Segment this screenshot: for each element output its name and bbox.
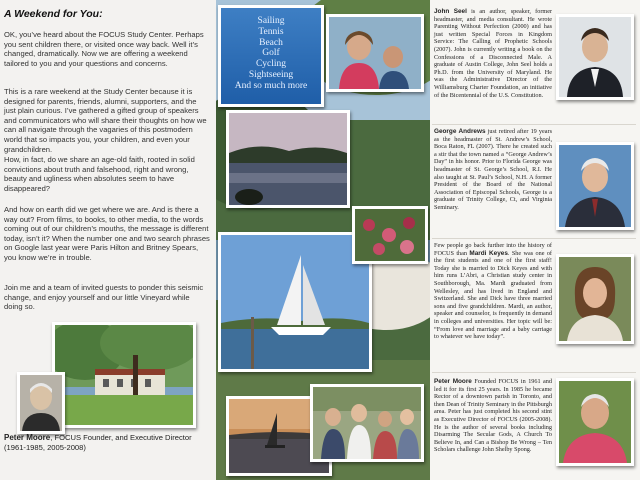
bio-mardi-keyes: [434, 242, 552, 341]
activities-box: [218, 5, 324, 107]
paragraph-invitation: Join me and a team of invited guests to ponder this seismic change, and enjoy yourself and our little Vineyard while doing so.: [4, 283, 204, 312]
lake-photo: [226, 110, 350, 208]
paragraph-weekend: This is a rare weekend at the Study Center because it is designed for parents, friends, alumni, supporters, and the just plain curious. I’ve gathered a gifted group of speakers and communicators who will share their thoughts on how we can all navigate through the vagaries of this postmodern world that so impacts you, your children, and even your grandchildren.: [4, 87, 207, 154]
peter-moore-portrait: [17, 372, 65, 434]
bio-divider: [432, 124, 636, 125]
george-andrews-portrait: [556, 142, 634, 230]
paragraph-faith: How, in fact, do we share an age-old faith, rooted in solid convictions about truth and falsehood, right and wrong, beauty and ugliness when absolutes seem to have disappeared?: [4, 155, 195, 193]
bio-name-george-andrews: George Andrews: [434, 128, 486, 135]
bio-text-george-andrews: just retired after 19 years as the headmaster of St. Andrew’s School, Boca Raton, FL (2007). There he created such a stir that the town named a “George Andrew’s Day” in his honor. Prior to Florida George was headmaster of St. George’s School, R.I. He also taught at St. Paul’s School, N.H. A former President of the Board of the National Association of Episcopal Schools, George is a graduate of Trinity College, Ct, and Virginia Seminary.: [434, 128, 552, 211]
signature-title: , FOCUS Founder, and Executive Director (1961-1985, 2005-2008): [4, 433, 192, 452]
signature-name: Peter Moore: [4, 433, 51, 442]
campus-photo: [52, 322, 196, 428]
section-heading: A Weekend for You:: [4, 8, 103, 20]
activity-golf: Golf: [262, 48, 280, 59]
activity-cycling: Cycling: [255, 59, 287, 70]
bio-name-peter-moore: Peter Moore: [434, 378, 472, 385]
bio-text-peter-moore: Founded FOCUS in 1961 and led it for its first 25 years. In 1985 he became Rector of a downtown parish in Toronto, and then Dean of Trinity Seminary in the Pittsburgh area. Peter has just completed his second stint as Executive Director of FOCUS (2005-2008). He is the author of several books including Disarming The Secular Gods, A Church To Believe In, and Can a Bishop Be Wrong – Ten Scholars challenge John Shelby Spong.: [434, 378, 552, 454]
activity-sailing: Sailing: [257, 16, 285, 26]
john-seel-portrait: [556, 14, 634, 100]
gathering-photo: [310, 384, 424, 462]
bio-divider: [432, 372, 636, 373]
activity-more: And so much more: [234, 80, 308, 91]
paragraph-culture: And how on earth did we get where we are. And is there a way out? From films, to books, to other media, to the words coming out of our children’s mouths, the message is different today, isn’t it? When the number one and two search phrases on Google last year were Paris Hilton and Britney Spears, you know we’re in trouble.: [4, 205, 210, 262]
bio-john-seel: [434, 8, 552, 99]
sailboat-photo: [218, 232, 372, 372]
intro-paragraph: OK, you’ve heard about the FOCUS Study Center. Perhaps you sent children there, or visited once way back. Well it’s changed, dramatically. Now we are offering a weekend tailored to you and your questions and concerns.: [4, 30, 204, 68]
bio-name-john-seel: John Seel: [434, 8, 467, 15]
flowers-photo: [352, 206, 428, 264]
activity-beach: Beach: [259, 37, 283, 48]
signature-block: [4, 433, 214, 452]
bio-divider: [432, 238, 636, 239]
bio-peter-moore: [434, 378, 552, 454]
bio-george-andrews: [434, 128, 552, 212]
activity-tennis: Tennis: [258, 26, 284, 37]
couple-photo: [326, 14, 424, 92]
bio-name-mardi-keyes: Mardi Keyes: [469, 249, 508, 257]
peter-moore-bio-portrait: [556, 378, 634, 466]
bio-text-mardi-keyes: . She was one of the first students and one of the first staff! Today she is married to Dick Keyes and with him runs L’Abri, a Christian study center in Southborough, Ma. Mardi graduated from Wellesley, and has lived in England and Switzerland. She and Dick have three married sons and five grandchildren. Mardi, an author, speaker and counselor, is frequently in demand in colleges and universities. Her topic will be: “From love and marriage and a baby carriage to whatever we have today”.: [434, 249, 552, 341]
bio-text-john-seel: is an author, speaker, former headmaster, and media consultant. He wrote Parenting Without Perfection (2000) and has just written Special Forces in Kingdom Service: The Calling of Prophetic Schools (2007). John is currently writing a book on the Confessions of a Disconnected Male. A graduate of Austin College, John Seel holds a Ph.D. from the University of Maryland. He was the Administrative Director of the Williamsburg Charter Foundation, an initiative of the Bicentennial of the U.S. Constitution.: [434, 8, 553, 99]
activity-sightseeing: Sightseeing: [248, 69, 294, 80]
bio-intro-mardi-keyes: Few people go back further into the history of FOCUS than: [434, 242, 552, 257]
mardi-keyes-portrait: [556, 254, 634, 344]
